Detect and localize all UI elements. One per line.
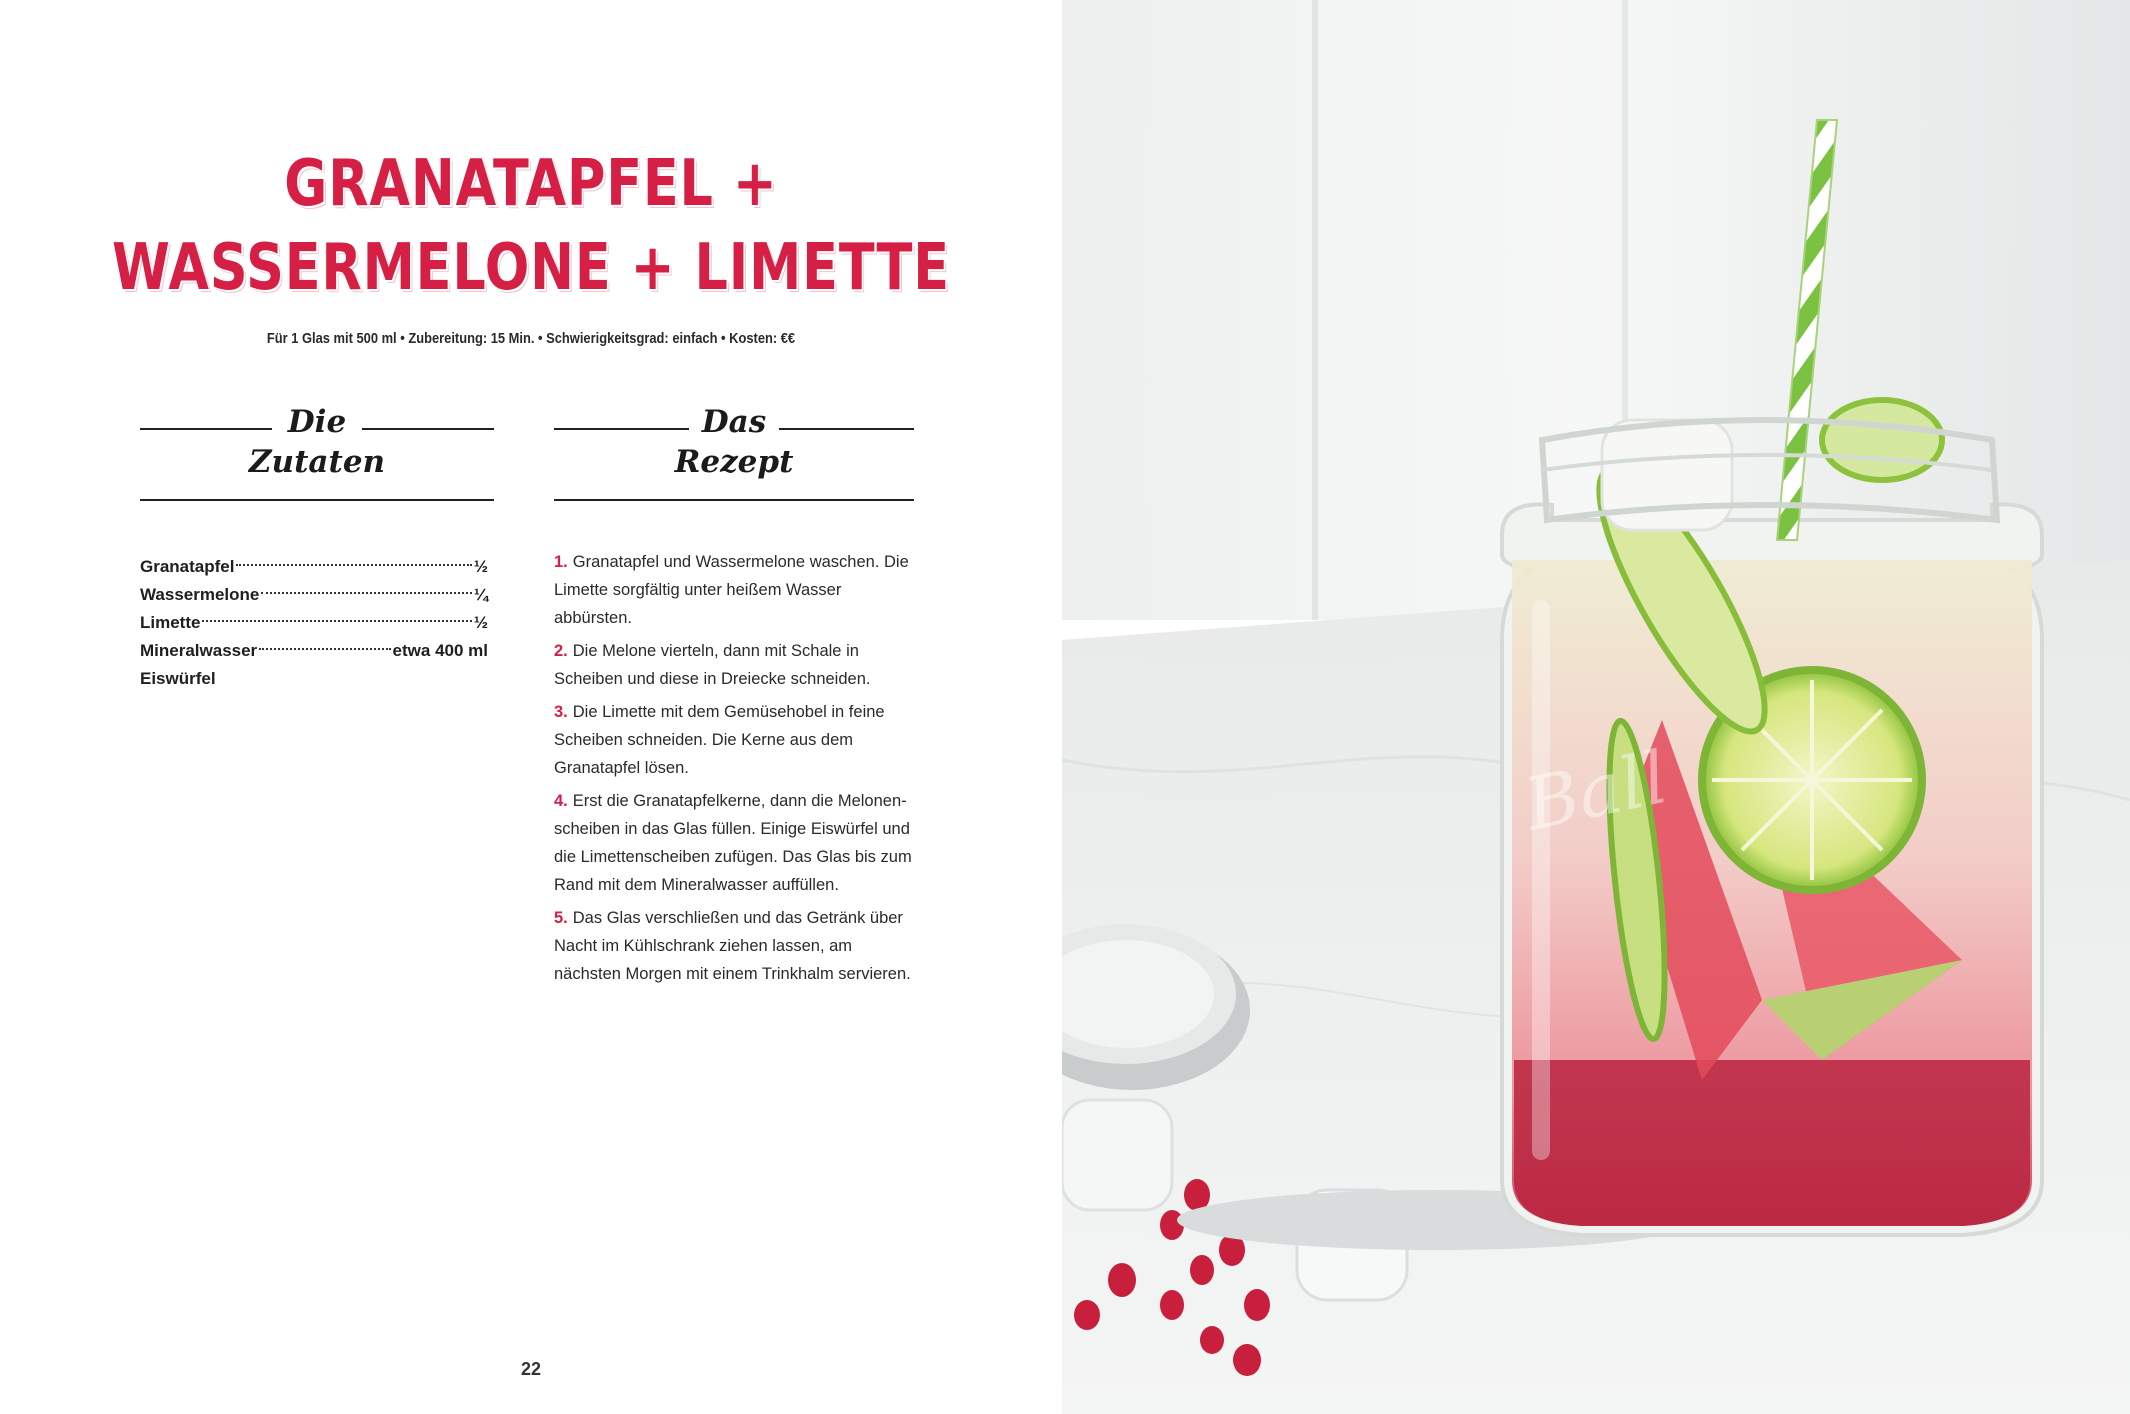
step-item (554, 548, 914, 632)
step-number: 3. (554, 703, 568, 721)
dot-leader (261, 592, 471, 594)
step-number: 5. (554, 909, 568, 927)
step-text: Granatapfel und Wassermelone waschen. Die Limette sorgfältig unter heißem Wasser abbürsten. (554, 553, 909, 627)
step-text: Erst die Granatapfelkerne, dann die Melonen-scheiben in das Glas füllen. Einige Eiswürfel und die Limettenscheiben zufügen. Das Glas bis zum Rand mit dem Mineralwasser auffüllen. (554, 792, 912, 894)
heading-word-1: Das (701, 404, 767, 440)
ingredient-row (140, 581, 488, 609)
recipe-page (0, 0, 1062, 1414)
ingredient-name: Eiswürfel (140, 669, 216, 688)
jar-embossing: Ball (1518, 734, 1675, 847)
ice-cube (1062, 1100, 1172, 1210)
method-steps (554, 548, 914, 993)
ingredient-name: Limette (140, 613, 201, 632)
ingredient-qty: ½ (473, 557, 488, 576)
dot-leader (236, 564, 471, 566)
method-heading (554, 404, 914, 504)
heading-rule (554, 499, 914, 501)
ingredient-row (140, 609, 488, 637)
drink-photo (1062, 0, 2130, 1414)
dot-leader (259, 648, 390, 650)
step-text: Die Melone vierteln, dann mit Schale in Scheiben und diese in Dreiecke schneiden. (554, 642, 871, 688)
step-item (554, 787, 914, 899)
step-item (554, 637, 914, 693)
step-number: 4. (554, 792, 568, 810)
recipe-title (0, 142, 1062, 310)
heading-word-2: Zutaten (248, 444, 386, 480)
heading-rule (140, 499, 494, 501)
title-line-2: WASSERMELONE + LIMETTE (112, 231, 950, 305)
ingredient-qty: etwa 400 ml (392, 641, 488, 660)
step-item (554, 698, 914, 782)
ingredient-name: Mineralwasser (140, 641, 258, 660)
ingredient-row (140, 665, 488, 693)
ingredient-qty: ¼ (473, 585, 488, 604)
ingredients-heading (140, 404, 494, 504)
drink-photo-illustration (1062, 0, 2130, 1414)
heading-word-1: Die (287, 404, 347, 440)
ingredient-name: Granatapfel (140, 557, 235, 576)
heading-word-2: Rezept (674, 444, 794, 480)
ingredients-list (140, 553, 488, 693)
title-line-1: GRANATAPFEL + (284, 147, 778, 221)
ingredient-row (140, 637, 488, 665)
dot-leader (202, 620, 471, 622)
page-number: 22 (520, 1359, 542, 1379)
step-number: 2. (554, 642, 568, 660)
step-item (554, 904, 914, 988)
ingredient-name: Wassermelone (140, 585, 260, 604)
ingredient-qty: ½ (473, 613, 488, 632)
step-text: Das Glas verschließen und das Getränk über Nacht im Kühlschrank ziehen lassen, am nächsten Morgen mit einem Trinkhalm servieren. (554, 909, 911, 983)
recipe-meta: Für 1 Glas mit 500 ml • Zubereitung: 15 Min. • Schwierigkeitsgrad: einfach • Kosten: €€ (266, 330, 796, 347)
step-number: 1. (554, 553, 568, 571)
ingredient-row (140, 553, 488, 581)
step-text: Die Limette mit dem Gemüsehobel in feine Scheiben schneiden. Die Kerne aus dem Granatapfel lösen. (554, 703, 885, 777)
